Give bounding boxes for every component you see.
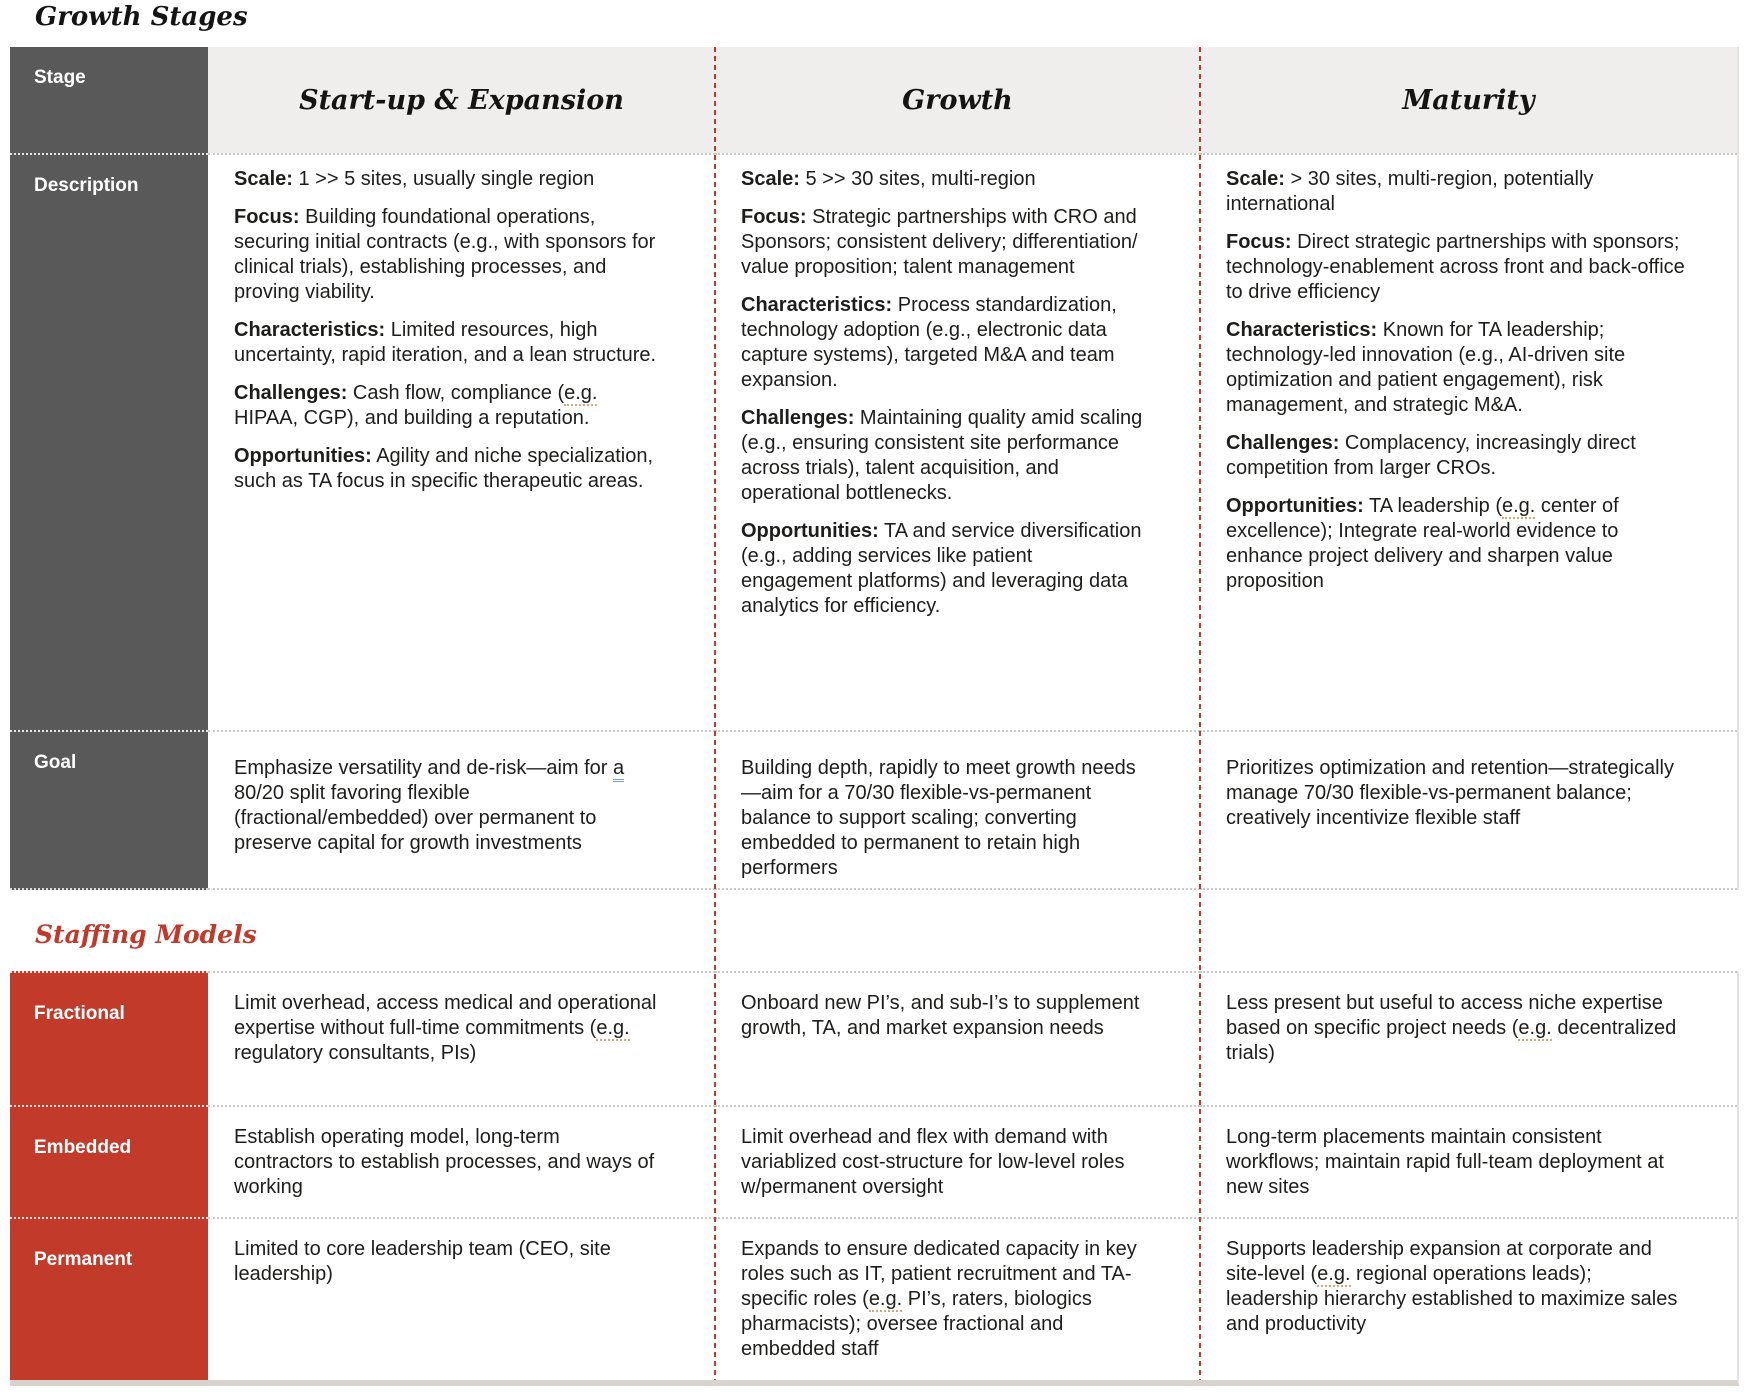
text-run: PI’s, raters, biologics pharmacists); oversee fractional and embedded staff: [741, 1288, 1092, 1360]
field-label: Focus:: [741, 206, 807, 228]
text-run: TA leadership (: [1363, 495, 1502, 517]
paragraph: [741, 293, 1148, 393]
cell-permanent-col1: [208, 1217, 715, 1380]
text-run: center of excellence); Integrate real-world evidence to enhance project delivery and sharpen value proposition: [1226, 495, 1619, 592]
cell-fractional-col1: [208, 971, 715, 1105]
field-label: Opportunities:: [234, 445, 372, 467]
text-run: decentralized trials): [1226, 1017, 1677, 1064]
paragraph: [741, 756, 1148, 881]
cell-embedded-col2: [715, 1105, 1200, 1217]
text-run: Maintaining quality amid scaling (e.g., ensuring consistent site performance across trials), talent acquisition, and operational bottlenecks.: [741, 407, 1143, 504]
cell-goal-col2: [715, 730, 1200, 890]
paragraph: [1226, 1237, 1685, 1337]
text-run: Emphasize versatility and de-risk—aim for: [234, 757, 614, 779]
growth-stages-table: [10, 47, 1739, 890]
text-run: 1 >> 5 sites, usually single region: [292, 168, 595, 190]
text-run: > 30 sites, multi-region, potentially international: [1226, 168, 1594, 215]
text-run: 80/20 split favoring flexible (fractional/embedded) over permanent to preserve capital for growth investments: [234, 782, 597, 854]
cell-fractional-col2: [715, 971, 1200, 1105]
cell-permanent-col2: [715, 1217, 1200, 1380]
field-label: Focus:: [1226, 231, 1292, 253]
text-run: Building depth, rapidly to meet growth needs—aim for a 70/30 flexible-vs-permanent balance to support scaling; converting embedded to permanent to retain high performers: [741, 757, 1136, 879]
text-run: Supports leadership expansion at corporate and site-level (: [1226, 1238, 1652, 1285]
spellcheck-underlined-text: e.g.: [1317, 1263, 1351, 1285]
column-header-growth: Growth: [715, 47, 1200, 153]
row-label-embedded: Embedded: [10, 1105, 208, 1217]
paragraph: [234, 167, 663, 192]
spellcheck-underlined-text: e.g.: [596, 1017, 630, 1039]
cell-goal-col1: [208, 730, 715, 890]
row-label-goal: Goal: [10, 730, 208, 890]
spellcheck-underlined-text: e.g.: [564, 382, 598, 404]
paragraph: [1226, 318, 1685, 418]
text-run: Expands to ensure dedicated capacity in key roles such as IT, patient recruitment and TA-specific roles (: [741, 1238, 1137, 1310]
field-label: Opportunities:: [741, 520, 879, 542]
cell-permanent-col3: [1200, 1217, 1737, 1380]
spellcheck-underlined-text: e.g.: [868, 1288, 903, 1310]
paragraph: [741, 205, 1148, 280]
field-label: Challenges:: [1226, 432, 1340, 454]
spellcheck-underlined-text: e.g.: [1518, 1017, 1552, 1039]
column-divider-2: [1199, 47, 1201, 1380]
spellcheck-underlined-text: e.g.: [1502, 495, 1536, 517]
field-label: Characteristics:: [1226, 319, 1378, 341]
column-header-start-up-expansion: Start-up & Expansion: [208, 47, 715, 153]
column-divider-1: [714, 47, 716, 1380]
cell-description-col3: [1200, 153, 1737, 730]
paragraph: [741, 519, 1148, 619]
text-run: Building foundational operations, securing initial contracts (e.g., with sponsors for clinical trials), establishing processes, and proving viability.: [234, 206, 656, 303]
paragraph: [234, 381, 663, 431]
text-run: Process standardization, technology adoption (e.g., electronic data capture systems), targeted M&A and team expansion.: [741, 294, 1117, 391]
column-header-maturity: Maturity: [1200, 47, 1737, 153]
row-label-fractional: Fractional: [10, 971, 208, 1105]
text-run: Less present but useful to access niche expertise based on specific project needs (: [1226, 992, 1663, 1039]
field-label: Opportunities:: [1226, 495, 1364, 517]
text-run: Establish operating model, long-term contractors to establish processes, and ways of working: [234, 1126, 655, 1198]
paragraph: [1226, 431, 1685, 481]
paragraph: [1226, 991, 1685, 1066]
row-label-permanent: Permanent: [10, 1217, 208, 1380]
text-run: Limited to core leadership team (CEO, site leadership): [234, 1238, 611, 1285]
paragraph: [234, 205, 663, 305]
paragraph: [741, 406, 1148, 506]
paragraph: [741, 167, 1148, 192]
paragraph: [234, 1237, 663, 1287]
text-run: Known for TA leadership; technology-led innovation (e.g., AI-driven site optimization and patient engagement), risk management, and strategic M&A.: [1226, 319, 1626, 416]
cell-embedded-col3: [1200, 1105, 1737, 1217]
paragraph: [234, 1125, 663, 1200]
field-label: Challenges:: [234, 382, 348, 404]
field-label: Focus:: [234, 206, 300, 228]
paragraph: [234, 756, 663, 856]
text-run: Agility and niche specialization, such as TA focus in specific therapeutic areas.: [234, 445, 654, 492]
grammar-underlined-text: a: [613, 757, 624, 782]
paragraph: [1226, 1125, 1685, 1200]
text-run: TA and service diversification (e.g., adding services like patient engagement platforms) and leveraging data analytics for efficiency.: [741, 520, 1142, 617]
field-label: Scale:: [234, 168, 293, 190]
text-run: Strategic partnerships with CRO and Sponsors; consistent delivery; differentiation/ value proposition; talent management: [741, 206, 1138, 278]
text-run: Direct strategic partnerships with sponsors; technology-enablement across front and back-office to drive efficiency: [1226, 231, 1685, 303]
field-label: Scale:: [1226, 168, 1285, 190]
cell-fractional-col3: [1200, 971, 1737, 1105]
text-run: HIPAA, CGP), and building a reputation.: [234, 407, 590, 429]
cell-embedded-col1: [208, 1105, 715, 1217]
paragraph: [234, 444, 663, 494]
text-run: Limit overhead and flex with demand with variablized cost-structure for low-level roles w/permanent oversight: [741, 1126, 1125, 1198]
paragraph: [1226, 756, 1685, 831]
text-run: Cash flow, compliance (: [347, 382, 565, 404]
staffing-models-title: Staffing Models: [35, 920, 257, 949]
paragraph: [234, 991, 663, 1066]
cell-description-col1: [208, 153, 715, 730]
text-run: Long-term placements maintain consistent workflows; maintain rapid full-team deployment at new sites: [1226, 1126, 1664, 1198]
row-label-description: Description: [10, 153, 208, 730]
paragraph: [1226, 230, 1685, 305]
field-label: Characteristics:: [234, 319, 386, 341]
cell-goal-col3: [1200, 730, 1737, 890]
text-run: regulatory consultants, PIs): [234, 1042, 477, 1064]
paragraph: [741, 1237, 1148, 1362]
paragraph: [741, 991, 1148, 1041]
text-run: Complacency, increasingly direct competition from larger CROs.: [1226, 432, 1636, 479]
field-label: Characteristics:: [741, 294, 893, 316]
cell-description-col2: [715, 153, 1200, 730]
staffing-models-table: [10, 971, 1739, 1386]
text-run: 5 >> 30 sites, multi-region: [799, 168, 1036, 190]
paragraph: [1226, 494, 1685, 594]
text-run: Limited resources, high uncertainty, rapid iteration, and a lean structure.: [234, 319, 657, 366]
text-run: Prioritizes optimization and retention—strategically manage 70/30 flexible-vs-permanent balance; creatively incentivize flexible staff: [1226, 757, 1674, 829]
page-title: Growth Stages: [35, 2, 248, 32]
field-label: Scale:: [741, 168, 800, 190]
text-run: Limit overhead, access medical and operational expertise without full-time commitments (: [234, 992, 657, 1039]
corner-label-stage: Stage: [10, 47, 208, 153]
paragraph: [741, 1125, 1148, 1200]
text-run: regional operations leads); leadership hierarchy established to maximize sales and productivity: [1226, 1263, 1678, 1335]
field-label: Challenges:: [741, 407, 855, 429]
paragraph: [1226, 167, 1685, 217]
text-run: Onboard new PI’s, and sub-I’s to supplement growth, TA, and market expansion needs: [741, 992, 1140, 1039]
paragraph: [234, 318, 663, 368]
